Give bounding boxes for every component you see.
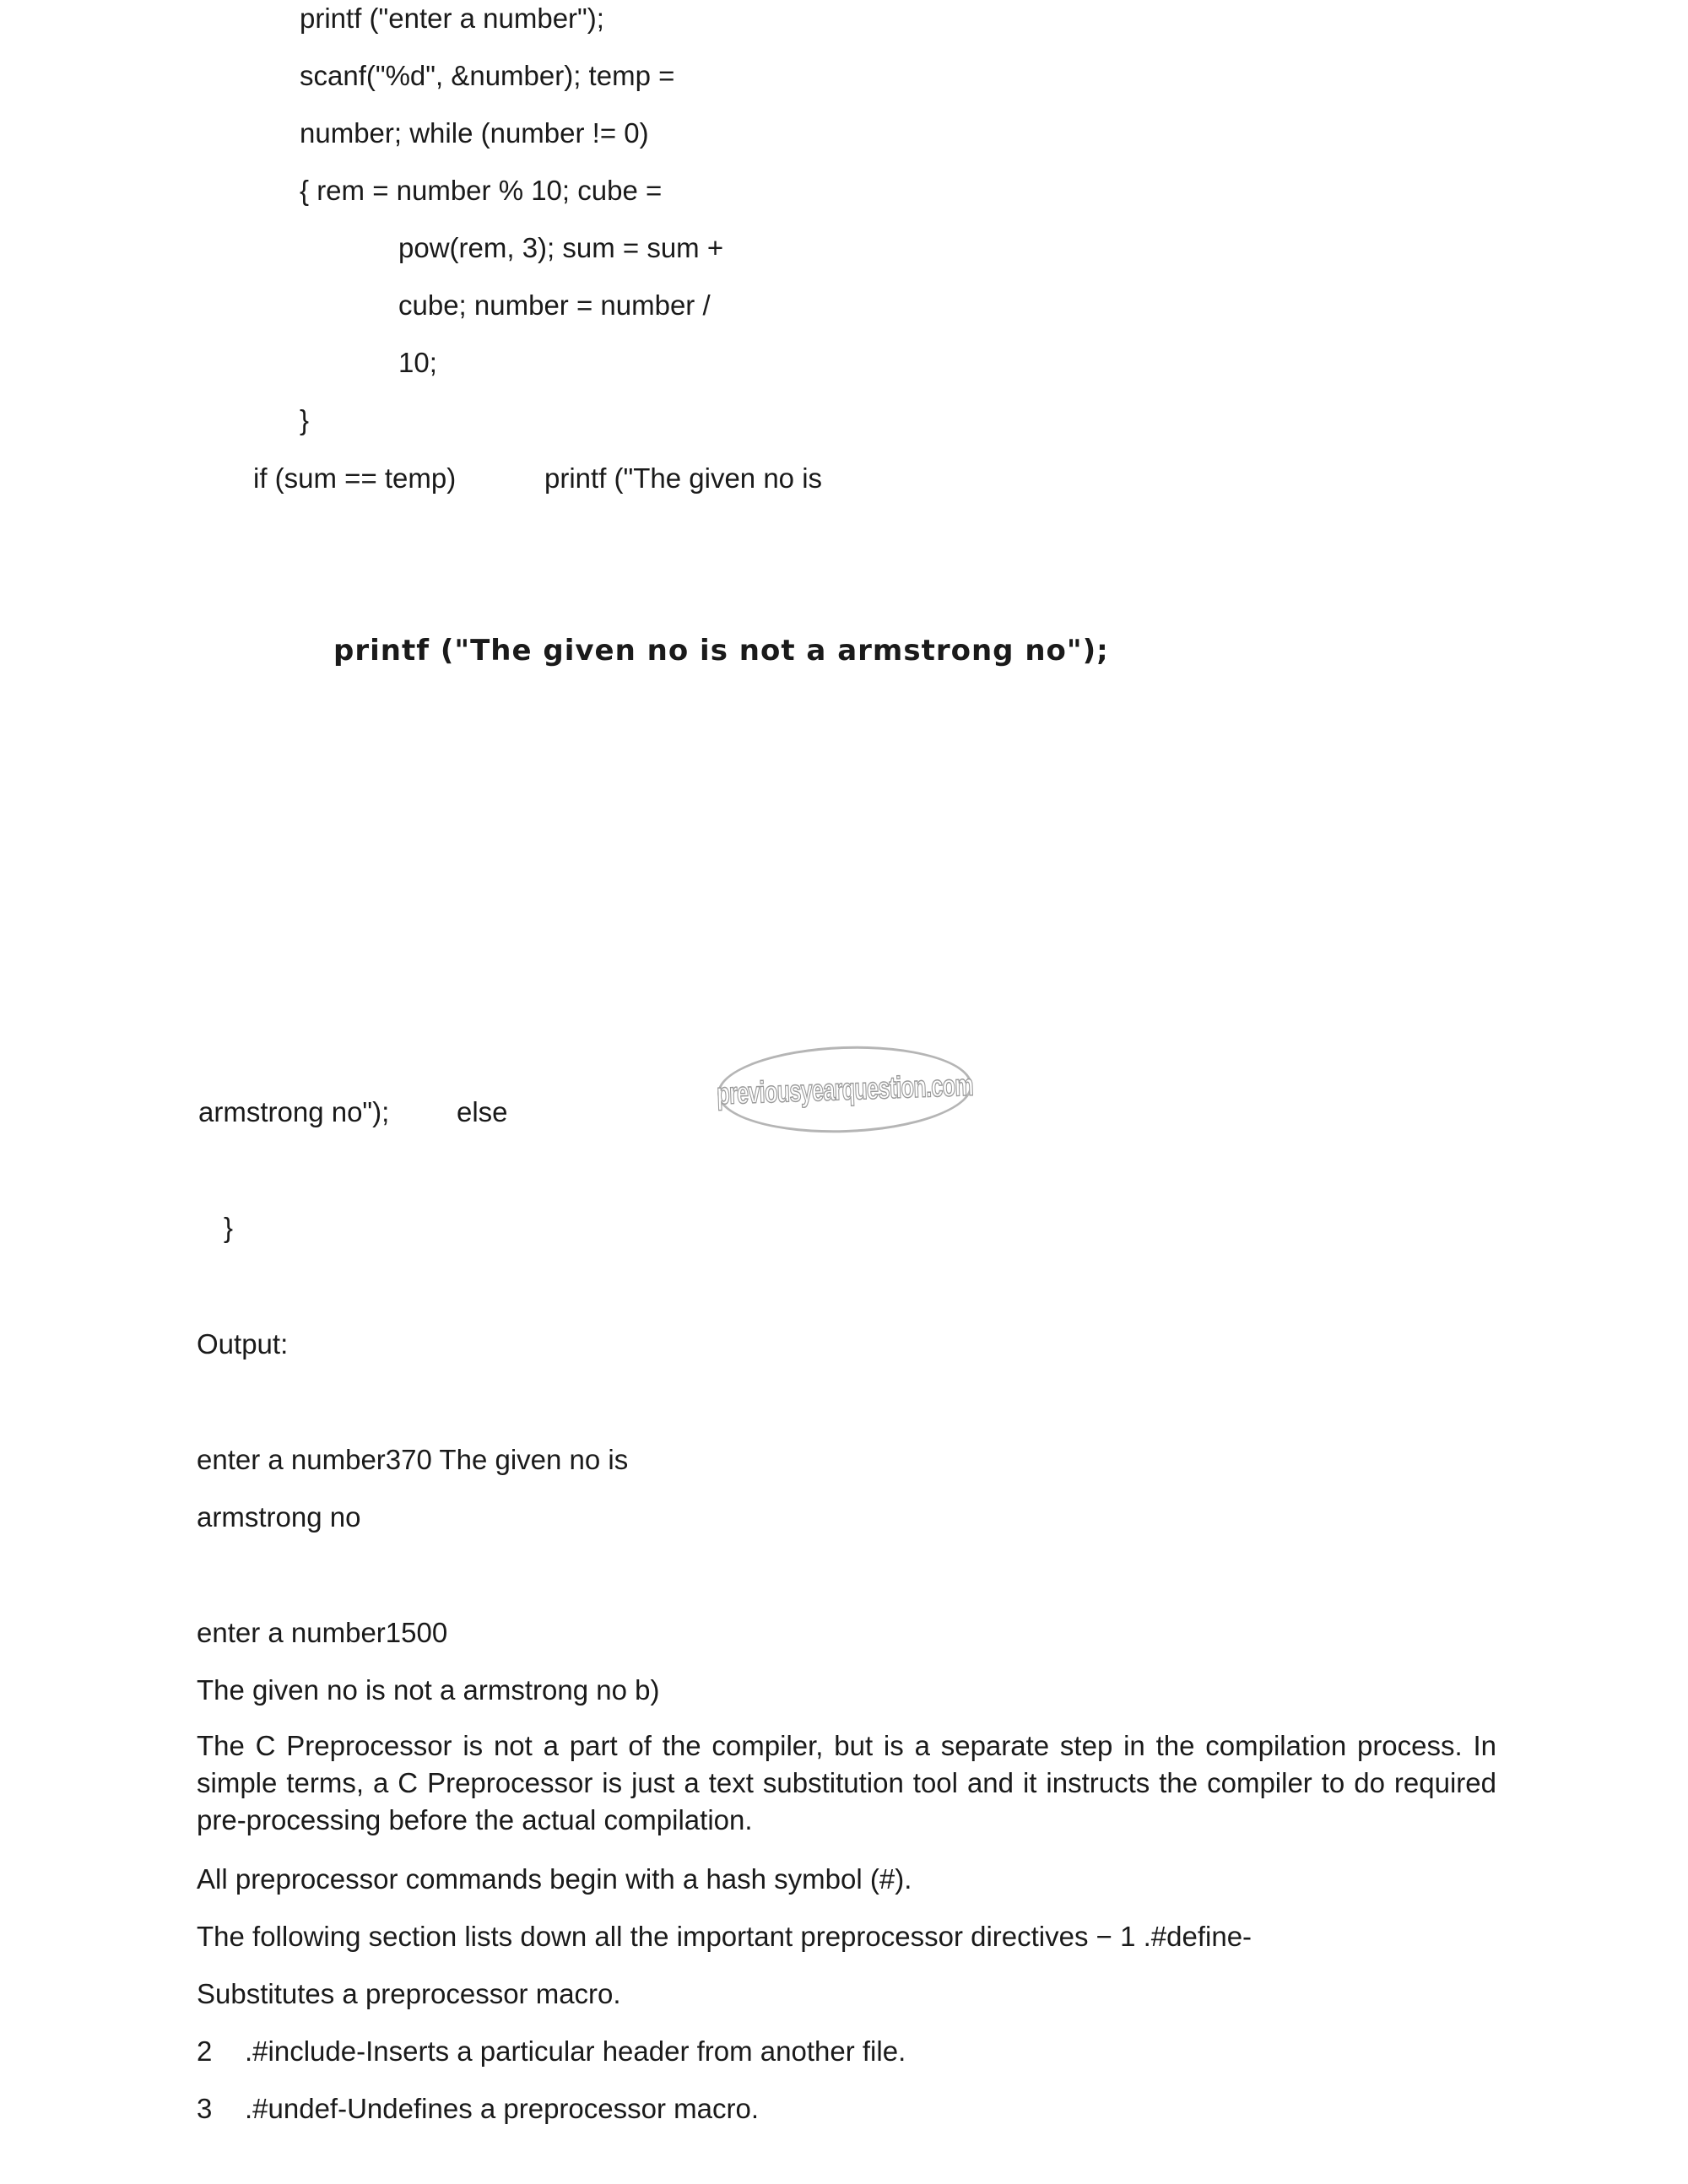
- code-line-9-condition: if (sum == temp): [253, 462, 457, 494]
- code-line-6: cube; number = number /: [398, 289, 711, 321]
- output-heading: Output:: [197, 1328, 289, 1360]
- list-item-2-number: 2: [197, 2035, 213, 2067]
- output-line-3: enter a number1500: [197, 1617, 448, 1648]
- list-item-3-number: 3: [197, 2093, 213, 2124]
- code-line-2: scanf("%d", &number); temp =: [300, 60, 675, 91]
- code-line-11-else: else: [457, 1096, 508, 1127]
- code-line-5: pow(rem, 3); sum = sum +: [398, 232, 724, 263]
- directive-define-description: Substitutes a preprocessor macro.: [197, 1978, 621, 2009]
- watermark-logo: [716, 1042, 973, 1137]
- output-line-2: armstrong no: [197, 1501, 361, 1533]
- watermark-text: previousyearquestion.com: [716, 1067, 974, 1111]
- code-line-4: { rem = number % 10; cube =: [300, 175, 663, 206]
- paragraph-hash-symbol: All preprocessor commands begin with a hash symbol (#).: [197, 1863, 912, 1895]
- output-line-4: The given no is not a armstrong no b): [197, 1674, 660, 1706]
- paragraph-directives-list: The following section lists down all the important preprocessor directives − 1 .#define-: [197, 1921, 1252, 1952]
- list-item-2-text: .#include-Inserts a particular header from another file.: [245, 2035, 906, 2067]
- code-line-12: }: [224, 1212, 234, 1243]
- code-line-1: printf ("enter a number");: [300, 3, 604, 34]
- code-line-7: 10;: [398, 347, 437, 378]
- output-line-1: enter a number370 The given no is: [197, 1444, 629, 1475]
- code-line-11-text: armstrong no");: [198, 1096, 390, 1127]
- paragraph-preprocessor-intro: The C Preprocessor is not a part of the compiler, but is a separate step in the compilation process. In simple terms, a C Preprocessor is just a text substitution tool and it instructs the compiler to do required pre-processing before the actual compilation.: [197, 1730, 1496, 1835]
- code-line-3: number; while (number != 0): [300, 117, 649, 149]
- code-line-9-printf: printf ("The given no is: [544, 462, 823, 494]
- code-line-10-bold: printf ("The given no is not a armstrong no");: [333, 634, 1109, 668]
- code-line-8: }: [300, 404, 310, 435]
- list-item-3-text: .#undef-Undefines a preprocessor macro.: [245, 2093, 759, 2124]
